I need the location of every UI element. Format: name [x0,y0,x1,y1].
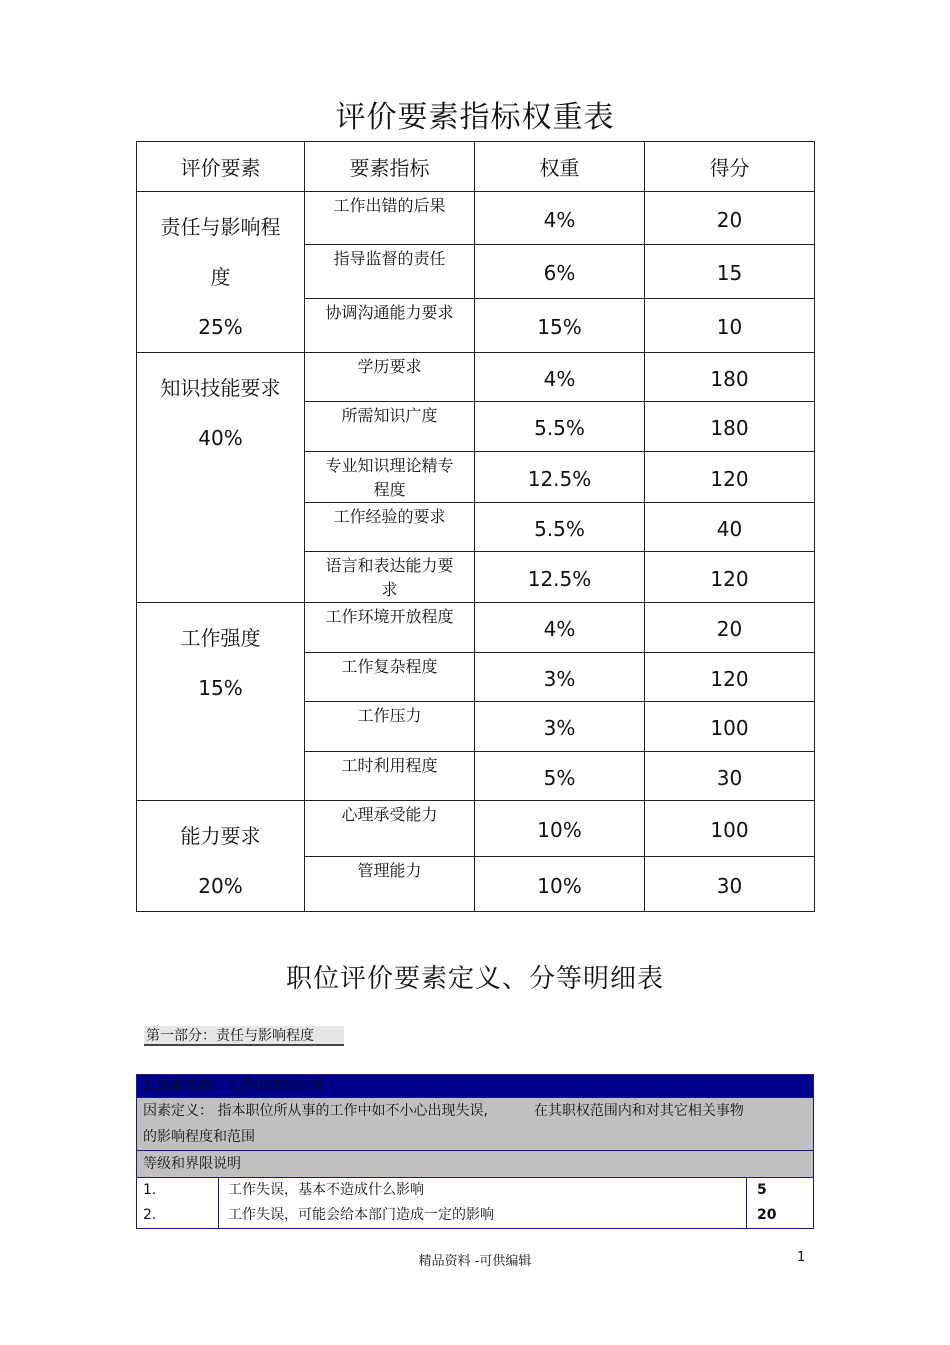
definition-text-a: 因素定义： 指本职位所从事的工作中如不小心出现失误, [143,1103,488,1119]
score-cell: 20 [645,191,815,245]
level-number: 2. [143,1207,157,1223]
levels-score-column [747,1178,813,1228]
table-body [137,191,815,912]
weight-cell: 10% [475,856,645,912]
page-title: 评价要素指标权重表 [335,100,615,135]
table-row [137,352,815,402]
weight-cell: 4% [475,191,645,245]
weight-table [136,141,815,912]
weight-cell: 3% [475,652,645,702]
factor-definition-box [136,1074,814,1229]
section-title: 职位评价要素定义、分等明细表 [285,964,664,994]
indicator-cell: 协调沟通能力要求 [305,298,475,352]
factor-name: 度 [210,264,231,289]
indicator-cell: 学历要求 [305,352,475,402]
factor-name-bar: 1.因素名称：工作出错的后果 [137,1075,813,1097]
indicator-cell: 工时利用程度 [305,751,475,801]
score-cell: 30 [645,751,815,801]
indicator-cell: 工作出错的后果 [305,191,475,245]
table-row [137,603,815,653]
weight-cell: 12.5% [475,552,645,603]
weight-cell: 5.5% [475,402,645,452]
factor-percent: 20% [198,874,243,898]
header-score: 得分 [645,142,815,192]
table-header-row [137,142,815,192]
part-label: 第一部分：责任与影响程度 [144,1026,344,1046]
indicator-cell: 管理能力 [305,856,475,912]
score-cell: 120 [645,652,815,702]
level-score: 20 [757,1207,777,1223]
levels-table [137,1177,813,1228]
page-number: 1 [797,1250,806,1265]
factor-cell [137,191,305,352]
level-number: 1. [143,1182,157,1198]
score-cell: 40 [645,502,815,552]
definition-line-1 [143,1098,807,1124]
header-factor: 评价要素 [137,142,305,192]
factor-name: 责任与影响程 [160,214,281,239]
score-cell: 180 [645,402,815,452]
score-cell: 30 [645,856,815,912]
indicator-cell: 工作经验的要求 [305,502,475,552]
indicator-cell: 专业知识理论精专程度 [305,451,475,502]
weight-cell: 4% [475,352,645,402]
level-description: 工作失误，可能会给本部门造成一定的影响 [228,1207,494,1223]
score-cell: 120 [645,552,815,603]
indicator-cell: 语言和表达能力要求 [305,552,475,603]
indicator-cell: 工作压力 [305,702,475,752]
factor-name: 能力要求 [180,824,261,848]
score-cell: 100 [645,801,815,857]
weight-cell: 10% [475,801,645,857]
score-cell: 180 [645,352,815,402]
indicator-cell: 所需知识广度 [305,402,475,452]
footer-note: 精品资料 -可供编辑 [418,1254,532,1269]
indicator-cell: 工作复杂程度 [305,652,475,702]
score-cell: 20 [645,603,815,653]
definition-text-b: 在其职权范围内和对其它相关事物 [533,1103,744,1119]
indicator-cell: 指导监督的责任 [305,245,475,299]
indicator-cell: 工作环境开放程度 [305,603,475,653]
factor-percent: 40% [198,425,243,450]
score-cell: 10 [645,298,815,352]
header-weight: 权重 [475,142,645,192]
factor-cell [137,801,305,912]
levels-title: 等级和界限说明 [137,1150,813,1177]
weight-cell: 15% [475,298,645,352]
factor-name: 知识技能要求 [160,375,281,400]
factor-name: 工作强度 [180,626,261,650]
definition-line-2: 的影响程度和范围 [143,1129,255,1145]
factor-percent: 15% [198,676,243,700]
weight-cell: 5.5% [475,502,645,552]
level-description: 工作失误，基本不造成什么影响 [228,1182,424,1198]
weight-cell: 5% [475,751,645,801]
factor-definition [137,1097,813,1150]
table-row [137,191,815,245]
weight-cell: 4% [475,603,645,653]
score-cell: 100 [645,702,815,752]
factor-cell [137,603,305,801]
weight-cell: 12.5% [475,451,645,502]
table-row [137,801,815,857]
levels-number-column [137,1178,219,1228]
factor-cell [137,352,305,603]
factor-percent: 25% [198,314,243,339]
score-cell: 15 [645,245,815,299]
score-cell: 120 [645,451,815,502]
weight-cell: 6% [475,245,645,299]
header-indicator: 要素指标 [305,142,475,192]
indicator-cell: 心理承受能力 [305,801,475,857]
weight-cell: 3% [475,702,645,752]
level-score: 5 [757,1182,767,1198]
levels-description-column [219,1178,747,1228]
